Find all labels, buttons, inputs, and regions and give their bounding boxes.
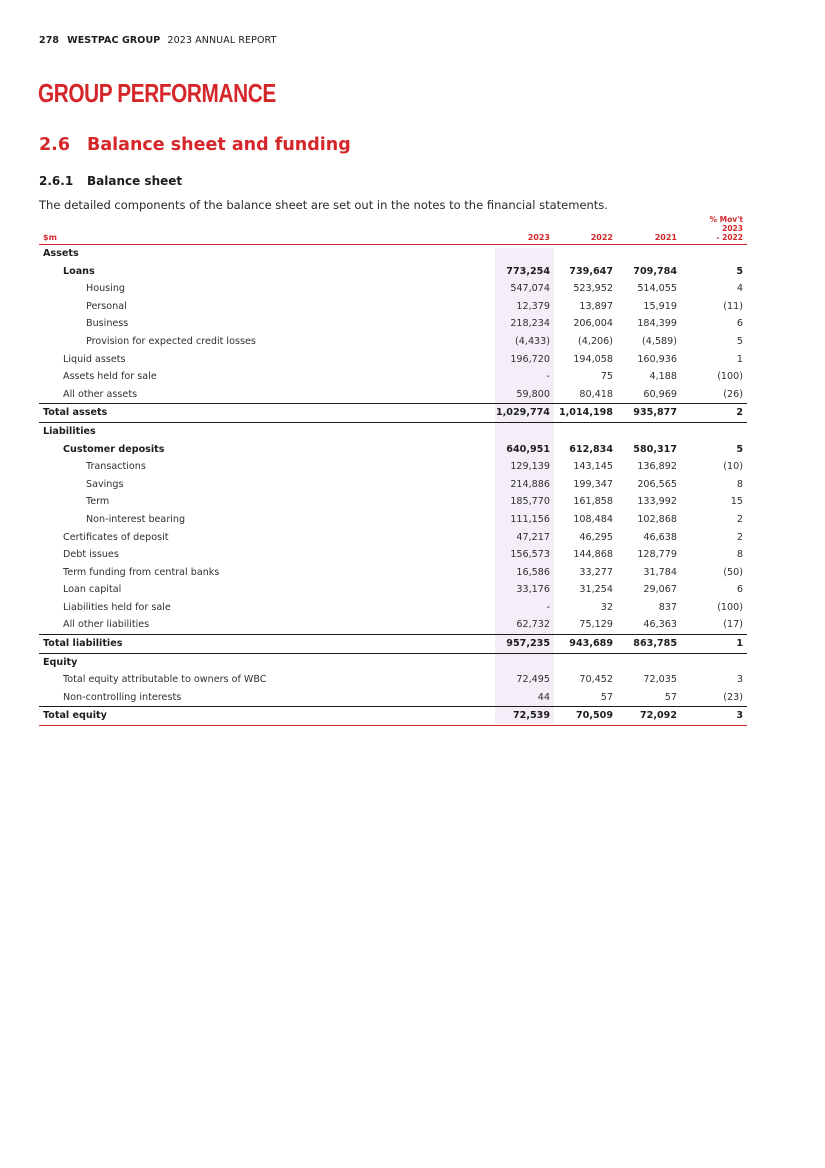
- table-row: [39, 564, 747, 582]
- value-2021: [617, 653, 681, 671]
- value-2023: 957,235: [495, 635, 554, 654]
- value-2022: 13,897: [579, 300, 613, 312]
- value-movement: [681, 653, 747, 671]
- value-2022: 199,347: [573, 478, 613, 490]
- intro-paragraph: The detailed components of the balance sheet are set out in the notes to the financial statements.: [39, 198, 608, 212]
- value-2022: 943,689: [554, 635, 617, 654]
- value-movement: 6: [736, 318, 743, 330]
- table-row: [39, 245, 747, 263]
- table-row: [39, 458, 747, 476]
- balance-sheet-table-wrapper: [39, 215, 747, 726]
- value-2021: 31,784: [643, 566, 677, 578]
- section-title: Balance sheet and funding: [87, 135, 351, 155]
- value-movement: (100): [717, 371, 743, 383]
- report-title: 2023 ANNUAL REPORT: [167, 35, 277, 46]
- row-label: Transactions: [86, 461, 146, 473]
- row-label: Customer deposits: [63, 443, 165, 455]
- value-movement: 3: [681, 707, 747, 726]
- value-movement: [681, 245, 747, 263]
- row-label: All other assets: [63, 388, 138, 400]
- value-2022: 80,418: [579, 388, 613, 400]
- value-2023: 129,139: [510, 461, 550, 473]
- row-label: Assets: [43, 248, 79, 259]
- value-2022: [554, 422, 617, 440]
- value-movement: 5: [736, 265, 743, 277]
- value-2022: 523,952: [573, 283, 613, 295]
- value-2023: 12,379: [516, 300, 550, 312]
- row-label: Liquid assets: [63, 353, 126, 365]
- value-2022: [554, 653, 617, 671]
- value-2023: 62,732: [516, 619, 550, 631]
- table-row: [39, 263, 747, 281]
- value-movement: 6: [736, 584, 743, 596]
- table-row: [39, 493, 747, 511]
- table-row: [39, 351, 747, 369]
- value-2022: 31,254: [579, 584, 613, 596]
- row-label: Term funding from central banks: [63, 566, 220, 578]
- row-label: Personal: [86, 300, 127, 312]
- value-2021: 863,785: [617, 635, 681, 654]
- value-2021: 709,784: [633, 265, 677, 277]
- row-label: Certificates of deposit: [63, 531, 169, 543]
- value-2023: 16,586: [516, 566, 550, 578]
- value-2023: 214,886: [510, 478, 550, 490]
- value-2023: 185,770: [510, 496, 550, 508]
- value-2021: 72,035: [643, 674, 677, 686]
- value-2022: 108,484: [573, 513, 613, 525]
- value-2023: -: [546, 601, 550, 613]
- value-2023: [495, 245, 554, 263]
- value-2022: 739,647: [569, 265, 613, 277]
- value-2022: 70,509: [554, 707, 617, 726]
- section-heading: [39, 135, 351, 155]
- value-movement: 4: [736, 283, 743, 295]
- table-row: [39, 476, 747, 494]
- value-2021: 15,919: [643, 300, 677, 312]
- value-2022: 70,452: [579, 674, 613, 686]
- table-row: [39, 671, 747, 689]
- row-label: Total equity: [39, 707, 495, 726]
- value-2021: 102,868: [637, 513, 677, 525]
- unit-header: $m: [43, 233, 57, 242]
- value-2022: 33,277: [579, 566, 613, 578]
- value-movement: 1: [681, 635, 747, 654]
- value-2021: 514,055: [637, 283, 677, 295]
- table-row: [39, 689, 747, 707]
- value-2023: 196,720: [510, 353, 550, 365]
- table-header-row: [39, 215, 747, 245]
- row-label: Provision for expected credit losses: [86, 335, 256, 347]
- value-2023: (4,433): [515, 335, 550, 347]
- row-label: Non-interest bearing: [86, 513, 186, 525]
- value-movement: (50): [723, 566, 743, 578]
- value-2022: 1,014,198: [554, 404, 617, 423]
- value-2022: [554, 245, 617, 263]
- value-movement: 15: [730, 496, 743, 508]
- value-2021: 136,892: [637, 461, 677, 473]
- value-movement: (11): [723, 300, 743, 312]
- table-row: [39, 529, 747, 547]
- table-row: [39, 441, 747, 459]
- value-2022: 75: [600, 371, 613, 383]
- row-label: Total equity attributable to owners of WBC: [63, 674, 267, 686]
- value-movement: (17): [723, 619, 743, 631]
- org-name: WESTPAC GROUP: [67, 35, 161, 46]
- table-row: [39, 511, 747, 529]
- row-label: Total liabilities: [39, 635, 495, 654]
- movement-header-line2: 2023: [722, 224, 743, 233]
- table-row: [39, 404, 747, 423]
- value-2023: [495, 653, 554, 671]
- table-row: [39, 333, 747, 351]
- row-label: Non-controlling interests: [63, 691, 182, 703]
- value-2021: 837: [658, 601, 677, 613]
- value-movement: 2: [736, 531, 743, 543]
- movement-header-line1: % Mov't: [709, 215, 743, 224]
- value-2023: 72,539: [495, 707, 554, 726]
- col-2022-header: 2022: [590, 233, 613, 242]
- value-2022: 75,129: [579, 619, 613, 631]
- value-2021: 133,992: [637, 496, 677, 508]
- value-movement: 5: [736, 335, 743, 347]
- row-label: Total assets: [39, 404, 495, 423]
- table-row: [39, 422, 747, 440]
- value-2023: 156,573: [510, 549, 550, 561]
- value-2023: 44: [537, 691, 550, 703]
- table-row: [39, 280, 747, 298]
- table-row: [39, 635, 747, 654]
- row-label: Business: [86, 318, 129, 330]
- value-2021: 60,969: [643, 388, 677, 400]
- value-2022: 194,058: [573, 353, 613, 365]
- value-2023: -: [546, 371, 550, 383]
- value-2023: 33,176: [516, 584, 550, 596]
- value-2022: 143,145: [573, 461, 613, 473]
- table-row: [39, 298, 747, 316]
- value-movement: (26): [723, 388, 743, 400]
- row-label: Assets held for sale: [63, 371, 157, 383]
- value-2021: [617, 422, 681, 440]
- table-row: [39, 546, 747, 564]
- section-banner: GROUP PERFORMANCE: [38, 78, 276, 108]
- value-2021: (4,589): [642, 335, 677, 347]
- row-label: Loans: [63, 265, 95, 277]
- subsection-number: 2.6.1: [39, 174, 74, 188]
- value-2021: [617, 245, 681, 263]
- value-movement: 2: [736, 513, 743, 525]
- value-movement: [681, 422, 747, 440]
- value-2022: 46,295: [579, 531, 613, 543]
- value-2022: 57: [600, 691, 613, 703]
- row-label: Term: [86, 496, 110, 508]
- value-movement: (100): [717, 601, 743, 613]
- value-2021: 57: [664, 691, 677, 703]
- value-2021: 29,067: [643, 584, 677, 596]
- value-2022: 206,004: [573, 318, 613, 330]
- subsection-title: Balance sheet: [87, 174, 183, 188]
- value-2023: 72,495: [516, 674, 550, 686]
- value-2021: 160,936: [637, 353, 677, 365]
- value-2021: 4,188: [649, 371, 677, 383]
- value-2023: 218,234: [510, 318, 550, 330]
- value-2022: 161,858: [573, 496, 613, 508]
- value-2023: 59,800: [516, 388, 550, 400]
- value-2023: 1,029,774: [495, 404, 554, 423]
- row-label: All other liabilities: [63, 619, 150, 631]
- value-2023: 773,254: [506, 265, 550, 277]
- row-label: Debt issues: [63, 549, 119, 561]
- table-row: [39, 581, 747, 599]
- value-2021: 184,399: [637, 318, 677, 330]
- value-2023: 111,156: [510, 513, 550, 525]
- value-movement: 1: [736, 353, 743, 365]
- value-2021: 128,779: [637, 549, 677, 561]
- movement-header-line3: - 2022: [716, 233, 743, 242]
- table-row: [39, 707, 747, 726]
- section-number: 2.6: [39, 135, 71, 155]
- value-2023: 547,074: [510, 283, 550, 295]
- value-movement: 2: [681, 404, 747, 423]
- value-2023: 640,951: [506, 443, 550, 455]
- table-row: [39, 599, 747, 617]
- value-2022: 144,868: [573, 549, 613, 561]
- col-2023-header: 2023: [527, 233, 550, 242]
- value-movement: 8: [736, 549, 743, 561]
- value-2021: 46,638: [643, 531, 677, 543]
- row-label: Liabilities held for sale: [63, 601, 171, 613]
- table-row: [39, 368, 747, 386]
- col-movement-header: [681, 215, 747, 245]
- value-2021: 46,363: [643, 619, 677, 631]
- table-row: [39, 653, 747, 671]
- value-movement: 3: [736, 674, 743, 686]
- value-2021: 935,877: [617, 404, 681, 423]
- row-label: Savings: [86, 478, 124, 490]
- subsection-heading: [39, 174, 182, 188]
- value-movement: 8: [736, 478, 743, 490]
- balance-sheet-table: [39, 215, 747, 726]
- page-number: 278: [39, 35, 60, 46]
- row-label: Liabilities: [43, 425, 96, 437]
- row-label: Loan capital: [63, 584, 122, 596]
- row-label: Housing: [86, 283, 125, 295]
- value-2021: 580,317: [633, 443, 677, 455]
- value-2023: [495, 422, 554, 440]
- value-2021: 72,092: [617, 707, 681, 726]
- row-label: Equity: [43, 656, 78, 668]
- value-2021: 206,565: [637, 478, 677, 490]
- value-2022: 612,834: [569, 443, 613, 455]
- value-movement: (23): [723, 691, 743, 703]
- value-2022: (4,206): [578, 335, 613, 347]
- table-row: [39, 386, 747, 404]
- value-2022: 32: [600, 601, 613, 613]
- table-row: [39, 315, 747, 333]
- value-movement: 5: [736, 443, 743, 455]
- table-body: [39, 245, 747, 726]
- col-2021-header: 2021: [654, 233, 677, 242]
- running-header: [39, 35, 276, 46]
- value-movement: (10): [723, 461, 743, 473]
- table-row: [39, 616, 747, 634]
- value-2023: 47,217: [516, 531, 550, 543]
